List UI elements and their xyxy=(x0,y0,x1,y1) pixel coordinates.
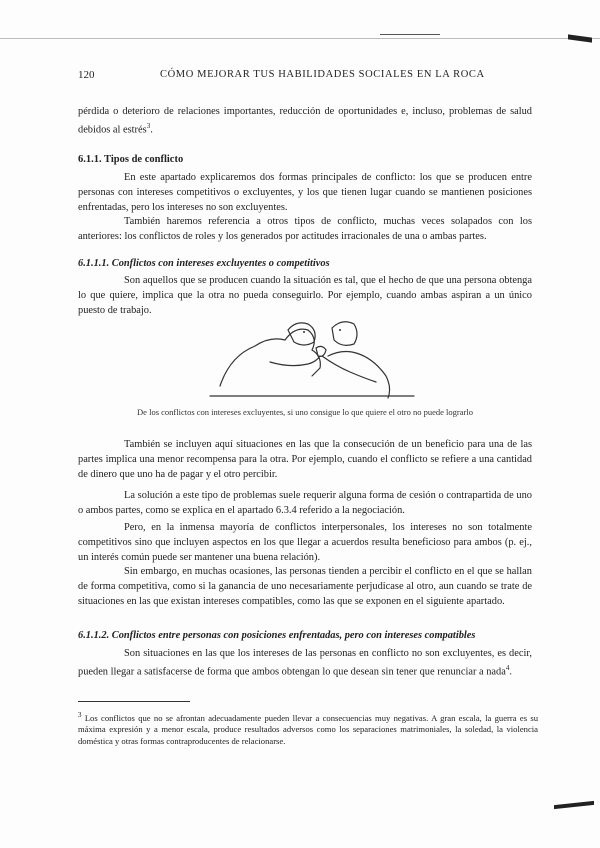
arm-wrestling-illustration xyxy=(200,316,430,406)
left-man-outline xyxy=(220,329,320,386)
subsection-1-paragraph-1: Son aquellos que se producen cuando la situación es tal, que el hecho de que una persona obtenga lo que quiere, implica que la otra no pueda conseguirlo. Por ejemplo, cuando ambas aspiran a un único puesto de trabajo. xyxy=(78,275,532,316)
right-man-outline xyxy=(328,352,390,399)
intro-paragraph-end: . xyxy=(150,124,153,136)
right-man-head xyxy=(332,322,357,346)
figure-caption: De los conflictos con intereses excluyentes, si uno consigue lo que quiere el otro no puede lograrlo xyxy=(137,407,473,417)
section-paragraph-2: También haremos referencia a otros tipos de conflicto, muchas veces solapados con los anteriores: los conflictos de roles y los generados por actitudes irracionales de una o ambas partes. xyxy=(78,216,532,242)
corner-mark-top-right xyxy=(568,34,592,42)
section-heading: 6.1.1. Tipos de conflicto xyxy=(78,154,184,165)
subsection-1-paragraph-4: Pero, en la inmensa mayoría de conflictos interpersonales, los intereses no son totalmente competitivos sino que incluyen aspectos en los que llegar a acuerdos resulta beneficioso para ambos (p. ej., un interés común puede ser mantener una buena relación). xyxy=(78,522,532,563)
subsection-2-paragraph xyxy=(78,646,532,679)
right-man-eye xyxy=(339,329,341,331)
footnote-text: Los conflictos que no se afrontan adecuadamente pueden llevar a consecuencias muy negativas. A gran escala, la guerra es su máxima expresión y a menor escala, produce resultados adversos como los separaciones matrimoniales, la soledad, la violencia doméstica y otras formas contraproducentes de relacionarse. xyxy=(78,712,538,746)
subsection-1-paragraph-3: La solución a este tipo de problemas suele requerir alguna forma de cesión o contrapartida de uno o ambos partes, como se explica en el apartado 6.3.4 referido a la negociación. xyxy=(78,490,532,516)
left-man-arm xyxy=(270,356,320,366)
footnote xyxy=(78,710,538,747)
intro-paragraph xyxy=(78,104,532,137)
intro-paragraph-text: pérdida o deterioro de relaciones importantes, reducción de oportunidades e, incluso, problemas de salud debidos al estrés xyxy=(78,106,532,136)
footnote-number: 3 xyxy=(78,711,82,719)
corner-mark-bottom-right xyxy=(554,801,594,809)
left-man-eye xyxy=(303,331,305,333)
section-paragraph-1: En este apartado explicaremos dos formas principales de conflicto: los que se producen entre personas con intereses competitivos o excluyentes, y los que tienen lugar cuando se mantienen posiciones enfrentadas, pero los intereses no son excluyentes. xyxy=(78,172,532,213)
scan-edge-top-dash xyxy=(380,34,440,35)
page-number: 120 xyxy=(78,69,95,81)
hands-grip xyxy=(316,346,326,356)
footnote-ref-4: 4 xyxy=(505,664,510,672)
scan-edge-top xyxy=(0,38,600,39)
footnote-rule xyxy=(78,701,190,702)
subsection-2-heading: 6.1.1.2. Conflictos entre personas con posiciones enfrentadas, pero con intereses compatibles xyxy=(78,630,476,641)
footnote-ref-3: 3 xyxy=(146,122,151,130)
subsection-1-heading: 6.1.1.1. Conflictos con intereses excluyentes o competitivos xyxy=(78,258,330,269)
subsection-1-paragraph-2: También se incluyen aquí situaciones en las que la consecución de un beneficio para una de las partes implica una menor recompensa para la otra. Por ejemplo, cuando el conflicto se refiere a una cantidad de dinero que uno ha de pagar y el otro percibir. xyxy=(78,439,532,480)
subsection-1-paragraph-5: Sin embargo, en muchas ocasiones, las personas tienden a percibir el conflicto en el que se hallan de forma competitiva, como si la ganancia de uno necesariamente perjudicase al otro, aun cuando se trate de situaciones en las que existan intereses compatibles, como las que se exponen en el siguiente apartado. xyxy=(78,566,532,607)
subsection-2-paragraph-end: . xyxy=(509,666,512,678)
subsection-2-paragraph-text: Son situaciones en las que los intereses de las personas en conflicto no son excluyentes, es decir, pueden llegar a satisfacerse de forma que ambos obtengan lo que desean sin tener que renunciar a nada xyxy=(78,648,532,678)
running-head: CÓMO MEJORAR TUS HABILIDADES SOCIALES EN LA ROCA xyxy=(160,69,485,80)
right-man-arm xyxy=(322,356,376,382)
